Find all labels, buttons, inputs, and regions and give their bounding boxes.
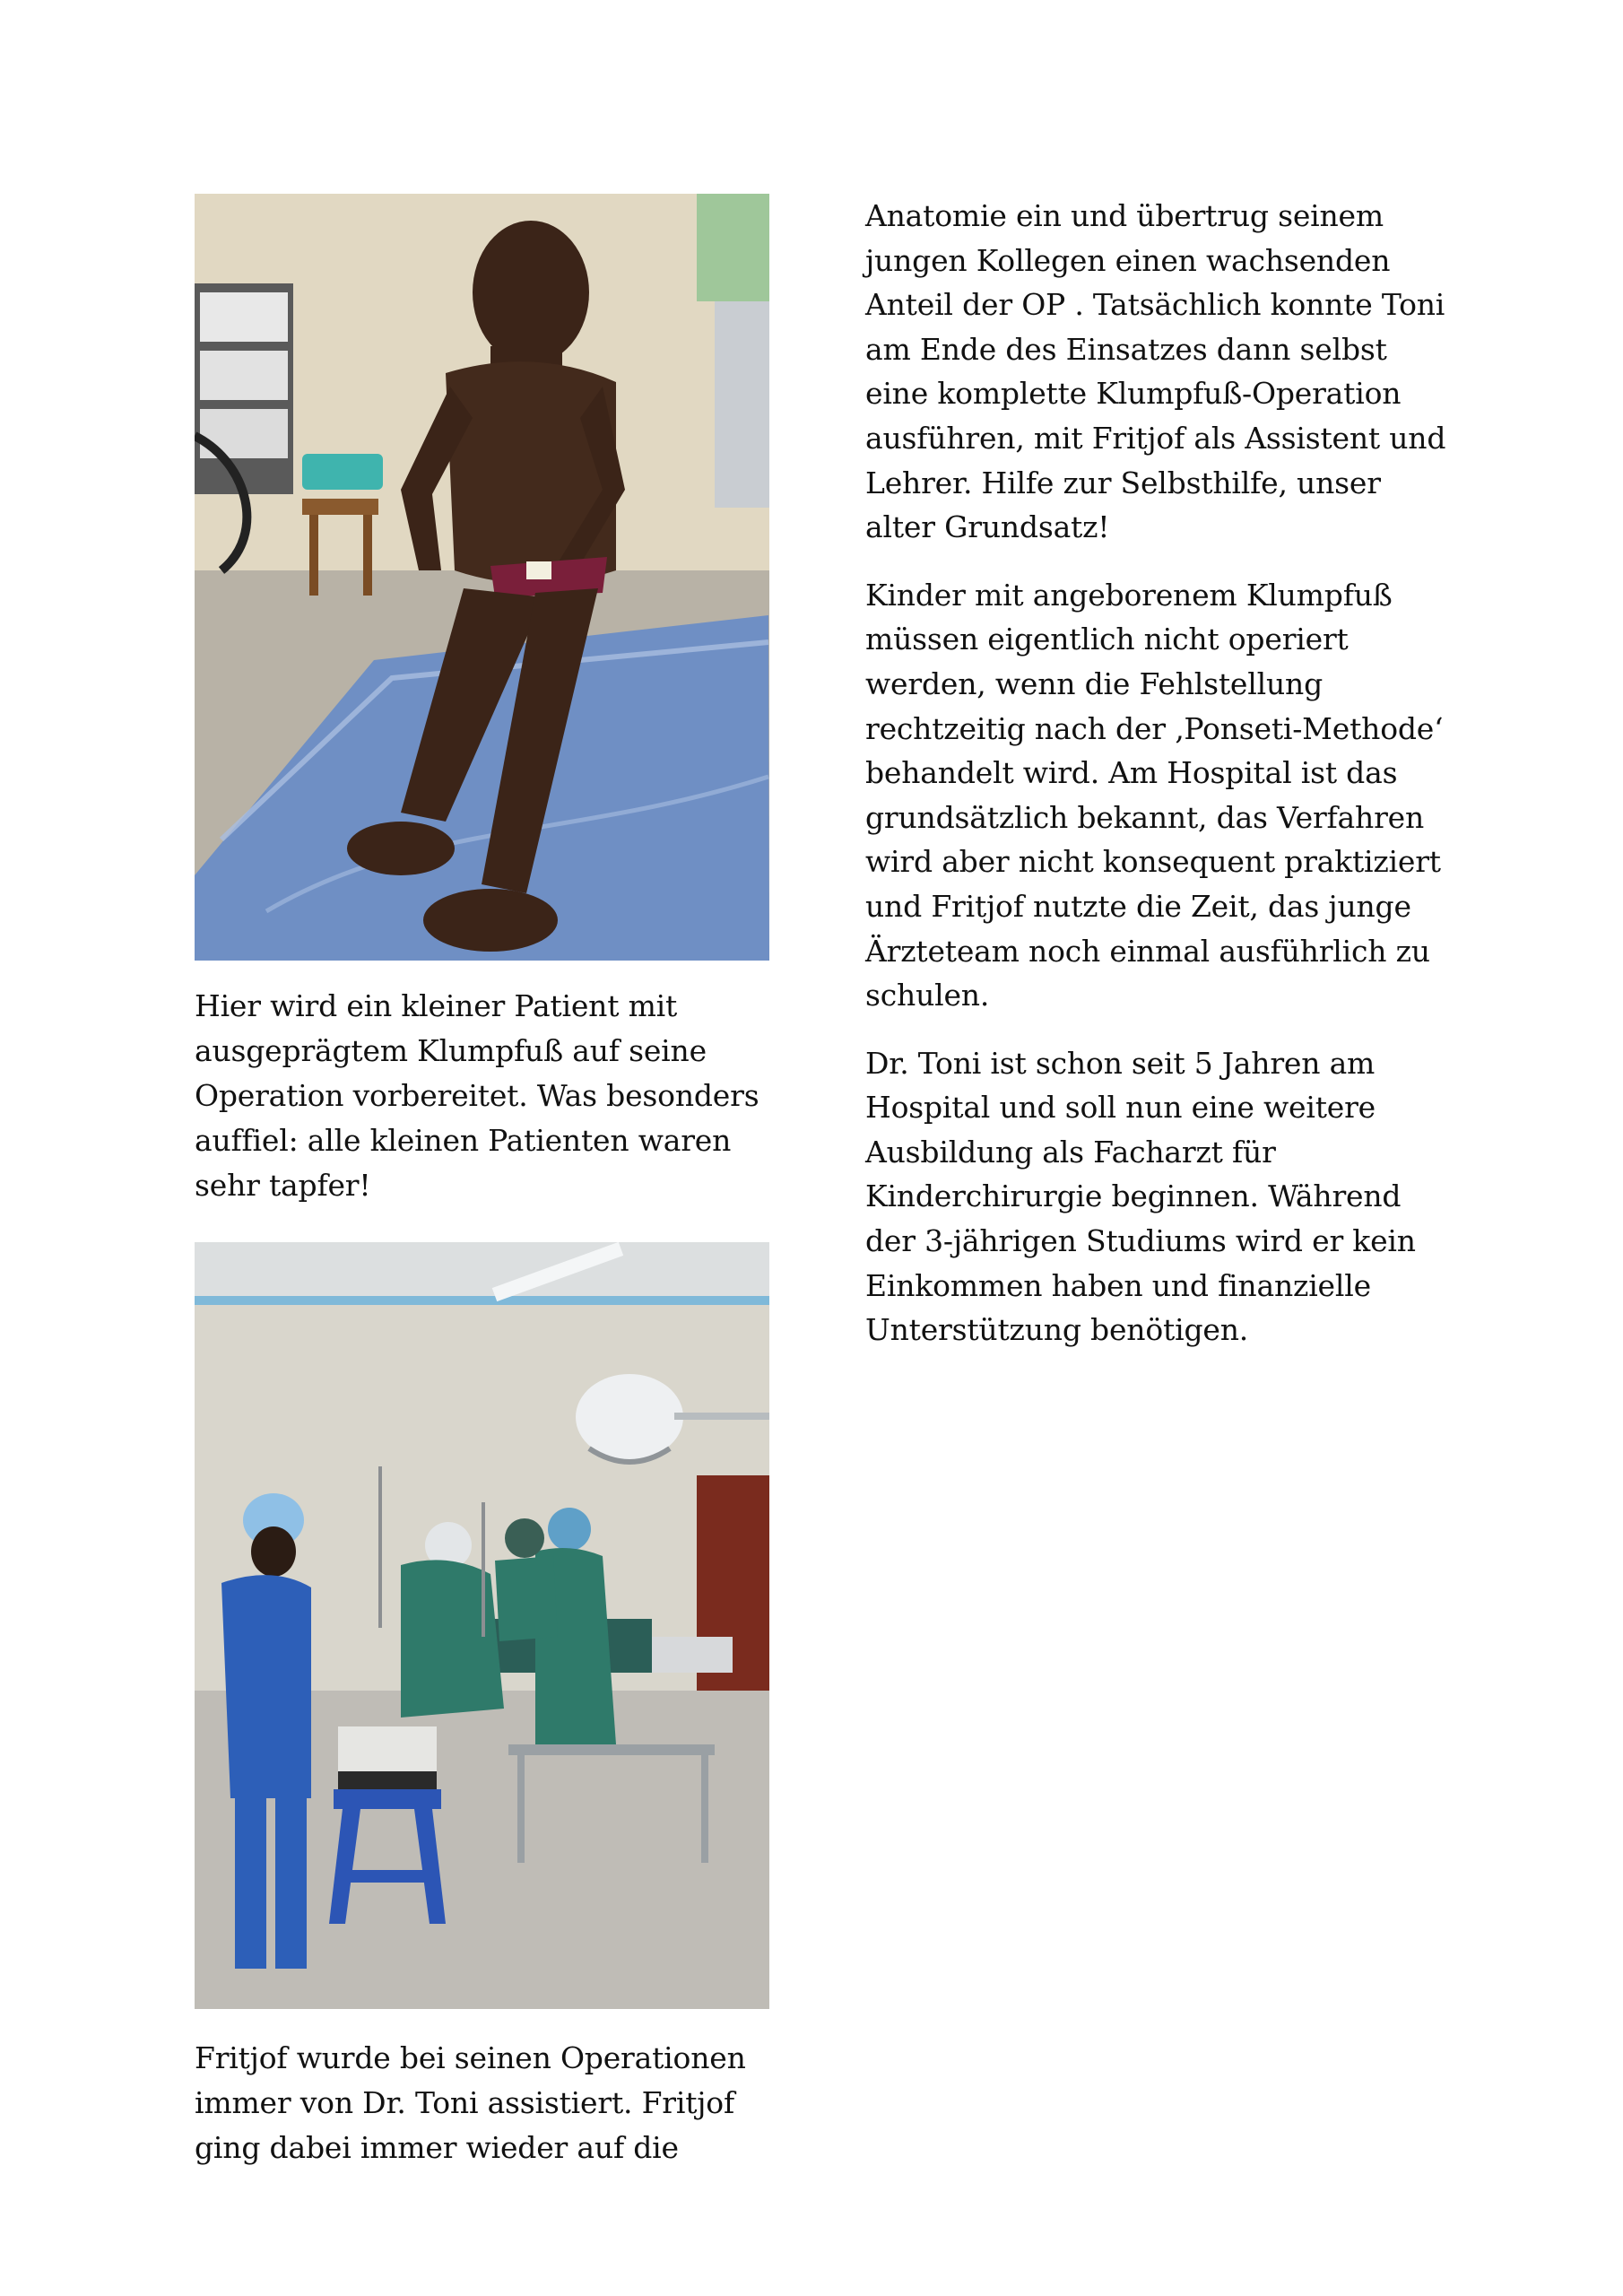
photo-surgery-team — [195, 1242, 769, 2009]
paragraph-2: Kinder mit angeborenem Klumpfuß müssen eigentlich nicht operiert werden, wenn die Fehlstellung rechtzeitig nach der ‚Ponseti-Methode‘ behandelt wird. Am Hospital ist das grundsätzlich bekannt, das Verfahren wird aber nicht konsequent praktiziert und Fritjof nutzte die Zeit, das junge Ärzteteam noch einmal ausführlich zu schulen. — [865, 577, 1444, 1013]
photo-child-on-operating-table-icon — [195, 194, 769, 961]
paragraph-1: Anatomie ein und übertrug seinem jungen Kollegen einen wachsenden Anteil der OP . Tatsächlich konnte Toni am Ende des Einsatzes dann selbst eine komplette Klumpfuß-Operation ausführen, mit Fritjof als Assistent und Lehrer. Hilfe zur Selbsthilfe, unser alter Grundsatz! — [865, 198, 1446, 545]
photo-surgical-team-in-operating-room-icon — [195, 1242, 769, 2009]
caption-photo-1: Hier wird ein kleiner Patient mit ausgeprägtem Klumpfuß auf seine Operation vorbereitet. Was besonders auffiel: alle kleinen Patienten waren sehr tapfer! — [195, 988, 759, 1203]
paragraph-3: Dr. Toni ist schon seit 5 Jahren am Hospital und soll nun eine weitere Ausbildung als Facharzt für Kinderchirurgie beginnen. Während der 3-jährigen Studiums wird er kein Einkommen haben und finanzielle Unterstützung benötigen. — [865, 1045, 1416, 1348]
right-column — [865, 194, 1448, 1376]
photo-child-patient — [195, 194, 769, 961]
caption-photo-2: Fritjof wurde bei seinen Operationen immer von Dr. Toni assistiert. Fritjof ging dabei immer wieder auf die — [195, 2040, 746, 2165]
left-column — [195, 194, 769, 2170]
